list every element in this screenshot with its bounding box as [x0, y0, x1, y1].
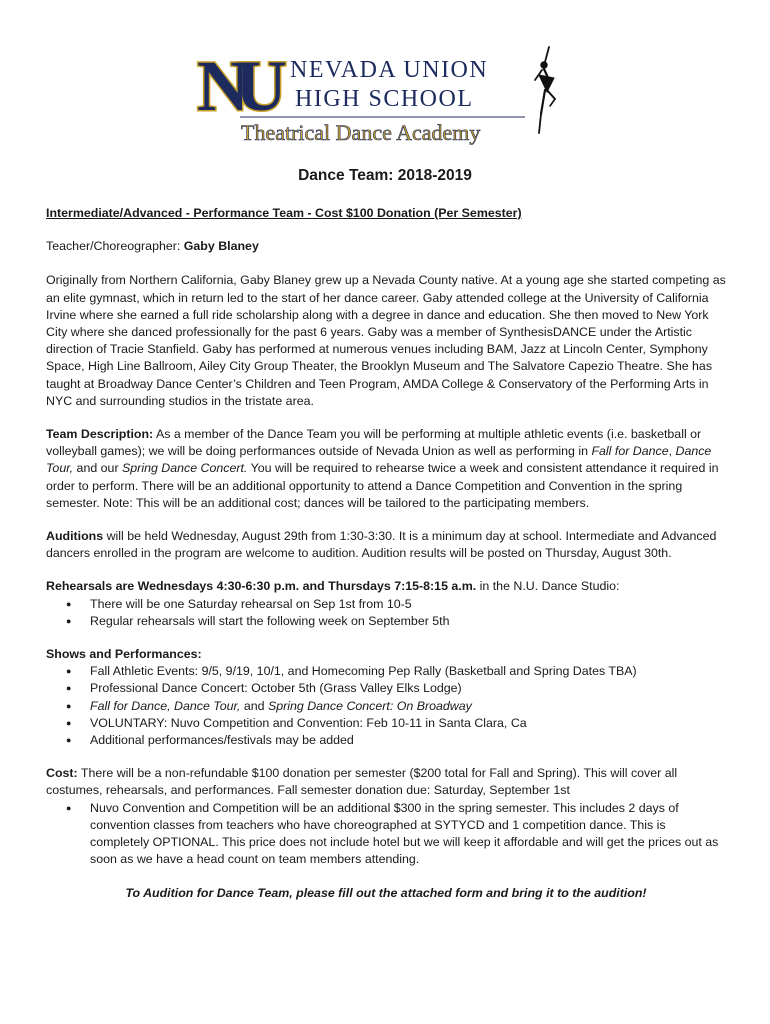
school-logo: [195, 44, 565, 146]
rehearsals-text: in the N.U. Dance Studio:: [476, 579, 620, 594]
cost-text: There will be a non-refundable $100 donation per semester ($200 total for Fall and Spring). This will cover all costumes, rehearsals, and performances. Fall semester donation due: Saturday, September 1st: [46, 766, 678, 798]
team-description-text: As a member of the Dance Team you will be performing at multiple athletic events (i.e. basketball or volleyball games); we will be doing performances outside of Nevada Union as well as performing in: [46, 427, 702, 459]
team-description-paragraph: [46, 426, 726, 512]
list-item: ● There will be one Saturday rehearsal on Sep 1st from 10-5: [90, 596, 726, 613]
event-name: Dance Tour,: [46, 444, 712, 476]
shows-heading: Shows and Performances:: [46, 647, 202, 662]
separator: and our: [73, 461, 123, 476]
cost-paragraph: [46, 765, 726, 799]
list-item: ● Fall Athletic Events: 9/5, 9/19, 10/1, and Homecoming Pep Rally (Basketball and Spring Dates TBA): [90, 663, 726, 680]
logo-school-line2: HIGH SCHOOL: [295, 86, 474, 112]
teacher-name: Gaby Blaney: [183, 239, 259, 254]
team-description-text: You will be required to rehearse twice a week and consistent attendance it required in order to perform. There will be an additional opportunity to attend a Dance Competition and Convention in the spring semester. Note: This will be an additional cost; dances will be tailored to the participating members.: [46, 461, 719, 510]
logo-school-line1: NEVADA UNION: [290, 57, 489, 83]
separator: ,: [668, 444, 676, 459]
cost-label: Cost:: [46, 766, 78, 781]
event-name: Fall for Dance: [591, 444, 669, 459]
auditions-text: will be held Wednesday, August 29th from 1:30-3:30. It is a minimum day at school. Intermediate and Advanced dancers enrolled in the program are welcome to audition. Audition results will be posted on Thursday, August 30th.: [46, 529, 717, 561]
page-title: Dance Team: 2018-2019: [298, 167, 472, 184]
list-item: ● Additional performances/festivals may be added: [90, 732, 726, 749]
bio-paragraph: Originally from Northern California, Gaby Blaney grew up a Nevada County native. At a young age she started competing as an elite gymnast, which in return led to the start of her dance career. Gaby attended college at the University of California Irvine where she earned a full ride scholarship along with a degree in dance and education. She then moved to New York City where she danced professionally for the past 6 years. Gaby was a member of SynthesisDANCE under the Artistic direction of Tracie Stanfield. Gaby has performed at numerous venues including BAM, Jazz at Lincoln Center, Symphony Space, High Line Ballroom, Ailey City Group Theater, the Brooklyn Museum and The Salvatore Capezio Theatre. She has taught at Broadway Dance Center’s Children and Teen Program, AMDA College & Conservatory of the Performing Arts in NYC and surrounding studios in the tristate area.: [46, 273, 726, 408]
rehearsals-heading: [46, 578, 726, 595]
separator: and: [240, 698, 268, 713]
list-item: ● Professional Dance Concert: October 5th (Grass Valley Elks Lodge): [90, 680, 726, 697]
event-name: Fall for Dance, Dance Tour,: [90, 698, 241, 713]
document-body: [46, 205, 726, 902]
logo-monogram: NU: [197, 46, 273, 126]
rehearsals-list: [46, 596, 726, 630]
auditions-label: Auditions: [46, 529, 104, 544]
rehearsals-label: Rehearsals are Wednesdays 4:30-6:30 p.m. and Thursdays 7:15-8:15 a.m.: [46, 579, 477, 594]
event-name: Spring Dance Concert.: [122, 461, 248, 476]
auditions-paragraph: [46, 528, 726, 562]
dancer-silhouette-icon: [535, 47, 555, 133]
closing-note: To Audition for Dance Team, please fill out the attached form and bring it to the audition!: [125, 885, 647, 900]
list-item: ● Regular rehearsals will start the following week on September 5th: [90, 613, 726, 630]
teacher-line: [46, 238, 726, 255]
shows-list: [46, 663, 726, 749]
list-item: ● VOLUNTARY: Nuvo Competition and Convention: Feb 10-11 in Santa Clara, Ca: [90, 715, 726, 732]
teacher-label: Teacher/Choreographer:: [46, 239, 184, 254]
cost-list: [46, 800, 726, 869]
list-item: [90, 698, 726, 715]
list-item: ● Nuvo Convention and Competition will be an additional $300 in the spring semester. This includes 2 days of convention classes from teachers who have choreographed at SYTYCD and 1 competition dance. This is completely OPTIONAL. This price does not include hotel but we will keep it affordable and will get the prices out as soon as we have a head count on team members attending.: [90, 800, 726, 869]
logo-academy: Theatrical Dance Academy: [241, 120, 481, 145]
page-subtitle: Intermediate/Advanced - Performance Team - Cost $100 Donation (Per Semester): [46, 206, 522, 220]
event-name: Spring Dance Concert: On Broadway: [267, 698, 472, 713]
team-description-label: Team Description:: [46, 427, 154, 442]
